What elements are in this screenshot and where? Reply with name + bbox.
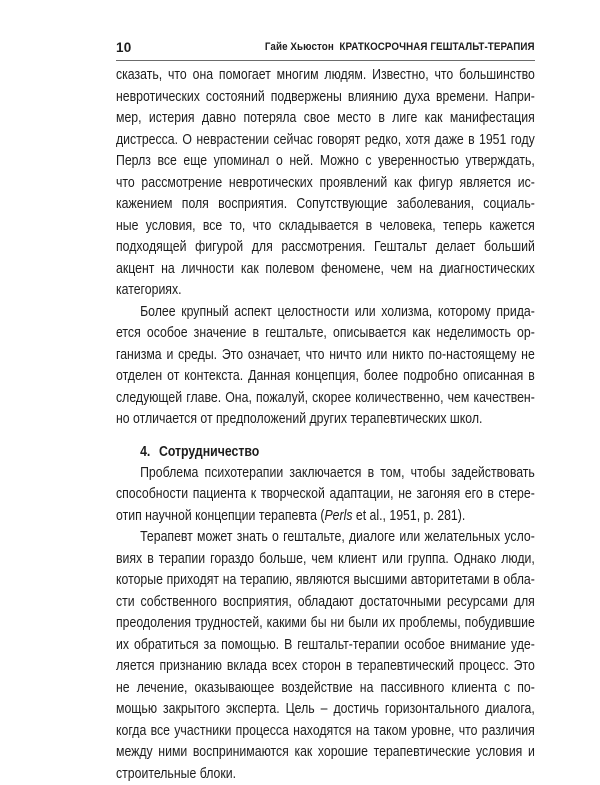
text-line: способности пациента к творческой адаптации, не загоняя его в стере- — [116, 484, 535, 506]
citation-rest: et al., 1951, p. 281). — [352, 508, 465, 524]
citation-author: Perls — [324, 508, 352, 524]
header-book-title: КРАТКОСРОЧНАЯ ГЕШТАЛЬТ-ТЕРАПИЯ — [340, 41, 535, 53]
paragraph — [116, 65, 535, 302]
text-line: сти собственного восприятия, обладают достаточными ресурсами для — [116, 592, 535, 614]
text-line: Более крупный аспект целостности или холизма, которому прида- — [116, 302, 535, 324]
section-heading — [116, 441, 476, 463]
text-line: между ними воспринимаются как хорошие терапевтические условия и — [116, 742, 535, 764]
text-line: что рассмотрение невротических проявлений как фигур является ис- — [116, 173, 535, 195]
running-head — [265, 41, 535, 53]
text-line: ляется признанию вклада всех сторон в терапевтический процесс. Это — [116, 656, 535, 678]
paragraph — [116, 463, 535, 528]
text-line: их обратиться за помощью. В гештальт-терапии особое внимание уде- — [116, 635, 535, 657]
text-line: Терапевт может знать о гештальте, диалоге или желательных усло- — [116, 527, 535, 549]
text-line: Перлз все еще упоминал о ней. Можно с уверенностью утверждать, — [116, 151, 535, 173]
text-line: кажением поля восприятия. Сопутствующие заболевания, социаль- — [116, 194, 535, 216]
header-author: Гайе Хьюстон — [265, 41, 334, 53]
text-line: следующей главе. Она, пожалуй, скорее количественно, чем качествен- — [116, 388, 535, 410]
text-line: мощью закрытого эксперта. Цель – достичь горизонтального диалога, — [116, 699, 535, 721]
text-line-citation — [116, 506, 535, 528]
text-line: виях в терапии гораздо больше, чем клиент или группа. Однако люди, — [116, 549, 535, 571]
paragraph — [116, 527, 535, 785]
text-line: строительные блоки. — [116, 764, 535, 785]
text-line: акцент на личности как полевом феномене, чем на диагностических — [116, 259, 535, 281]
spacer — [116, 431, 535, 441]
text-line: дистресса. О неврастении сейчас говорят редко, хотя даже в 1951 году — [116, 130, 535, 152]
text-line: не лечение, оказывающее воздействие на пассивного клиента с по- — [116, 678, 535, 700]
text-line: ные условия, все то, что складывается в человека, теперь кажется — [116, 216, 535, 238]
section-number: 4. — [140, 444, 150, 460]
text-line: отделен от контекста. Данная концепция, более подробно описанная в — [116, 366, 535, 388]
text-line: преодоления трудностей, какими бы ни были их проблемы, побудившие — [116, 613, 535, 635]
paragraph — [116, 302, 535, 431]
text-line: сказать, что она помогает многим людям. Известно, что большинство — [116, 65, 535, 87]
text-line: невротических состояний подвержены влиянию духа времени. Напри- — [116, 87, 535, 109]
section-title: Сотрудничество — [159, 444, 259, 460]
text-line: ганизма и среды. Это означает, что ничто или никто по-настоящему не — [116, 345, 535, 367]
text-line: Проблема психотерапии заключается в том, чтобы задействовать — [116, 463, 535, 485]
text-line: категориях. — [116, 280, 535, 302]
text-line: которые приходят на терапию, являются высшими авторитетами в обла- — [116, 570, 535, 592]
body-text — [116, 65, 535, 785]
text-line: подходящей фигурой для рассмотрения. Гештальт делает больший — [116, 237, 535, 259]
page-number: 10 — [116, 40, 131, 55]
text-line: ется особое значение в гештальте, описывается как неделимость ор- — [116, 323, 535, 345]
text-line: мер, истерия давно потеряла свое место в лиге как манифестация — [116, 108, 535, 130]
header-rule — [116, 60, 535, 61]
text-line: но отличается от предположений других терапевтических школ. — [116, 409, 535, 431]
text-line: когда все участники процесса находятся на таком уровне, что различия — [116, 721, 535, 743]
running-header — [116, 38, 535, 58]
citation-lead: отип научной концепции терапевта ( — [116, 508, 324, 524]
